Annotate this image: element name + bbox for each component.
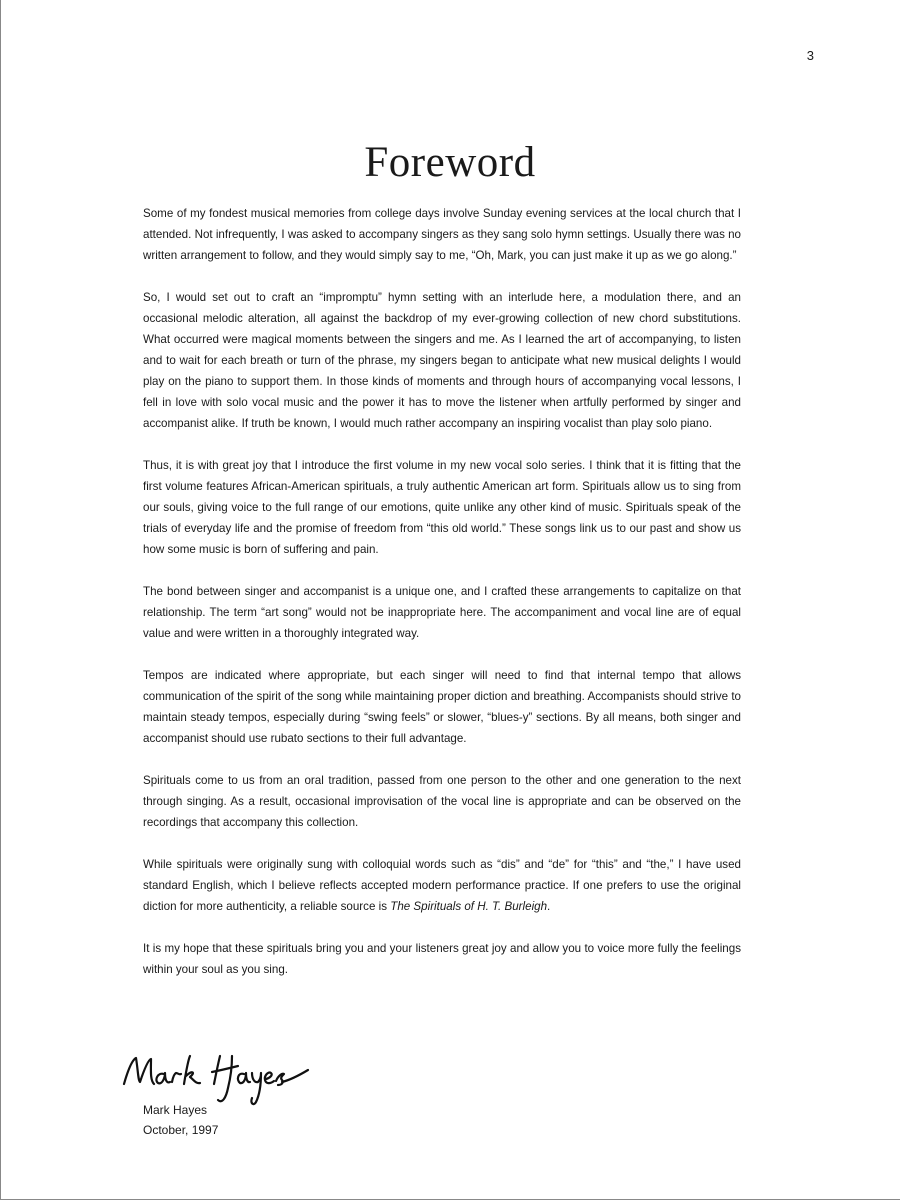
paragraph-6: Spirituals come to us from an oral tradition, passed from one person to the other and one generation to the next through singing. As a result, occasional improvisation of the vocal line is appropriate and can be observed on the recordings that accompany this collection.: [143, 774, 741, 829]
paragraph-1: Some of my fondest musical memories from college days involve Sunday evening services at the local church that I attended. Not infrequently, I was asked to accompany singers as they sang solo hymn settings. Usually there was no written arrangement to follow, and they would simply say to me, “Oh, Mark, you can just make it up as we go along.”: [143, 207, 741, 262]
signature-date: October, 1997: [143, 1123, 219, 1137]
page-number: 3: [806, 48, 814, 63]
paragraph-2: So, I would set out to craft an “impromptu” hymn setting with an interlude here, a modulation there, and an occasional melodic alteration, all against the backdrop of my ever-growing collection of new chord substitutions. What occurred were magical moments between the singers and me. As I learned the art of accompanying, to listen and to wait for each breath or turn of the phrase, my singers began to anticipate what new musical delights I would play on the piano to support them. In those kinds of moments and through hours of accompanying vocal lessons, I fell in love with solo vocal music and the power it has to move the listener when artfully performed by singer and accompanist alike. If truth be known, I would much rather accompany an inspiring vocalist than play solo piano.: [143, 291, 741, 430]
page-title: Foreword: [364, 139, 536, 186]
handwritten-signature: [118, 1040, 318, 1110]
author-name: Mark Hayes: [143, 1103, 208, 1117]
foreword-body: [143, 203, 741, 1001]
paragraph-3: Thus, it is with great joy that I introduce the first volume in my new vocal solo series. I think that it is fitting that the first volume features African-American spirituals, a truly authentic American art form. Spirituals allow us to sing from our souls, giving voice to the full range of our emotions, quite unlike any other kind of music. Spirituals speak of the trials of everyday life and the promise of freedom from “this old world.” These songs link us to our past and show us how some music is born of suffering and pain.: [143, 459, 741, 556]
paragraph-5: Tempos are indicated where appropriate, but each singer will need to find that internal tempo that allows communication of the spirit of the song while maintaining proper diction and breathing. Accompanists should strive to maintain steady tempos, especially during “swing feels” or slower, “blues-y” sections. By all means, both singer and accompanist should use rubato sections to their full advantage.: [143, 669, 741, 745]
paragraph-8: It is my hope that these spirituals bring you and your listeners great joy and allow you to voice more fully the feelings within your soul as you sing.: [143, 942, 741, 976]
paragraph-7: While spirituals were originally sung with colloquial words such as “dis” and “de” for “this” and “the,” I have used standard English, which I believe reflects accepted modern performance practice. If one prefers to use the original diction for more authenticity, a reliable source is The Spirituals of H. T. Burleigh.: [143, 858, 741, 913]
paragraph-4: The bond between singer and accompanist is a unique one, and I crafted these arrangements to capitalize on that relationship. The term “art song” would not be inappropriate here. The accompaniment and vocal line are of equal value and were written in a thoroughly integrated way.: [143, 585, 741, 640]
